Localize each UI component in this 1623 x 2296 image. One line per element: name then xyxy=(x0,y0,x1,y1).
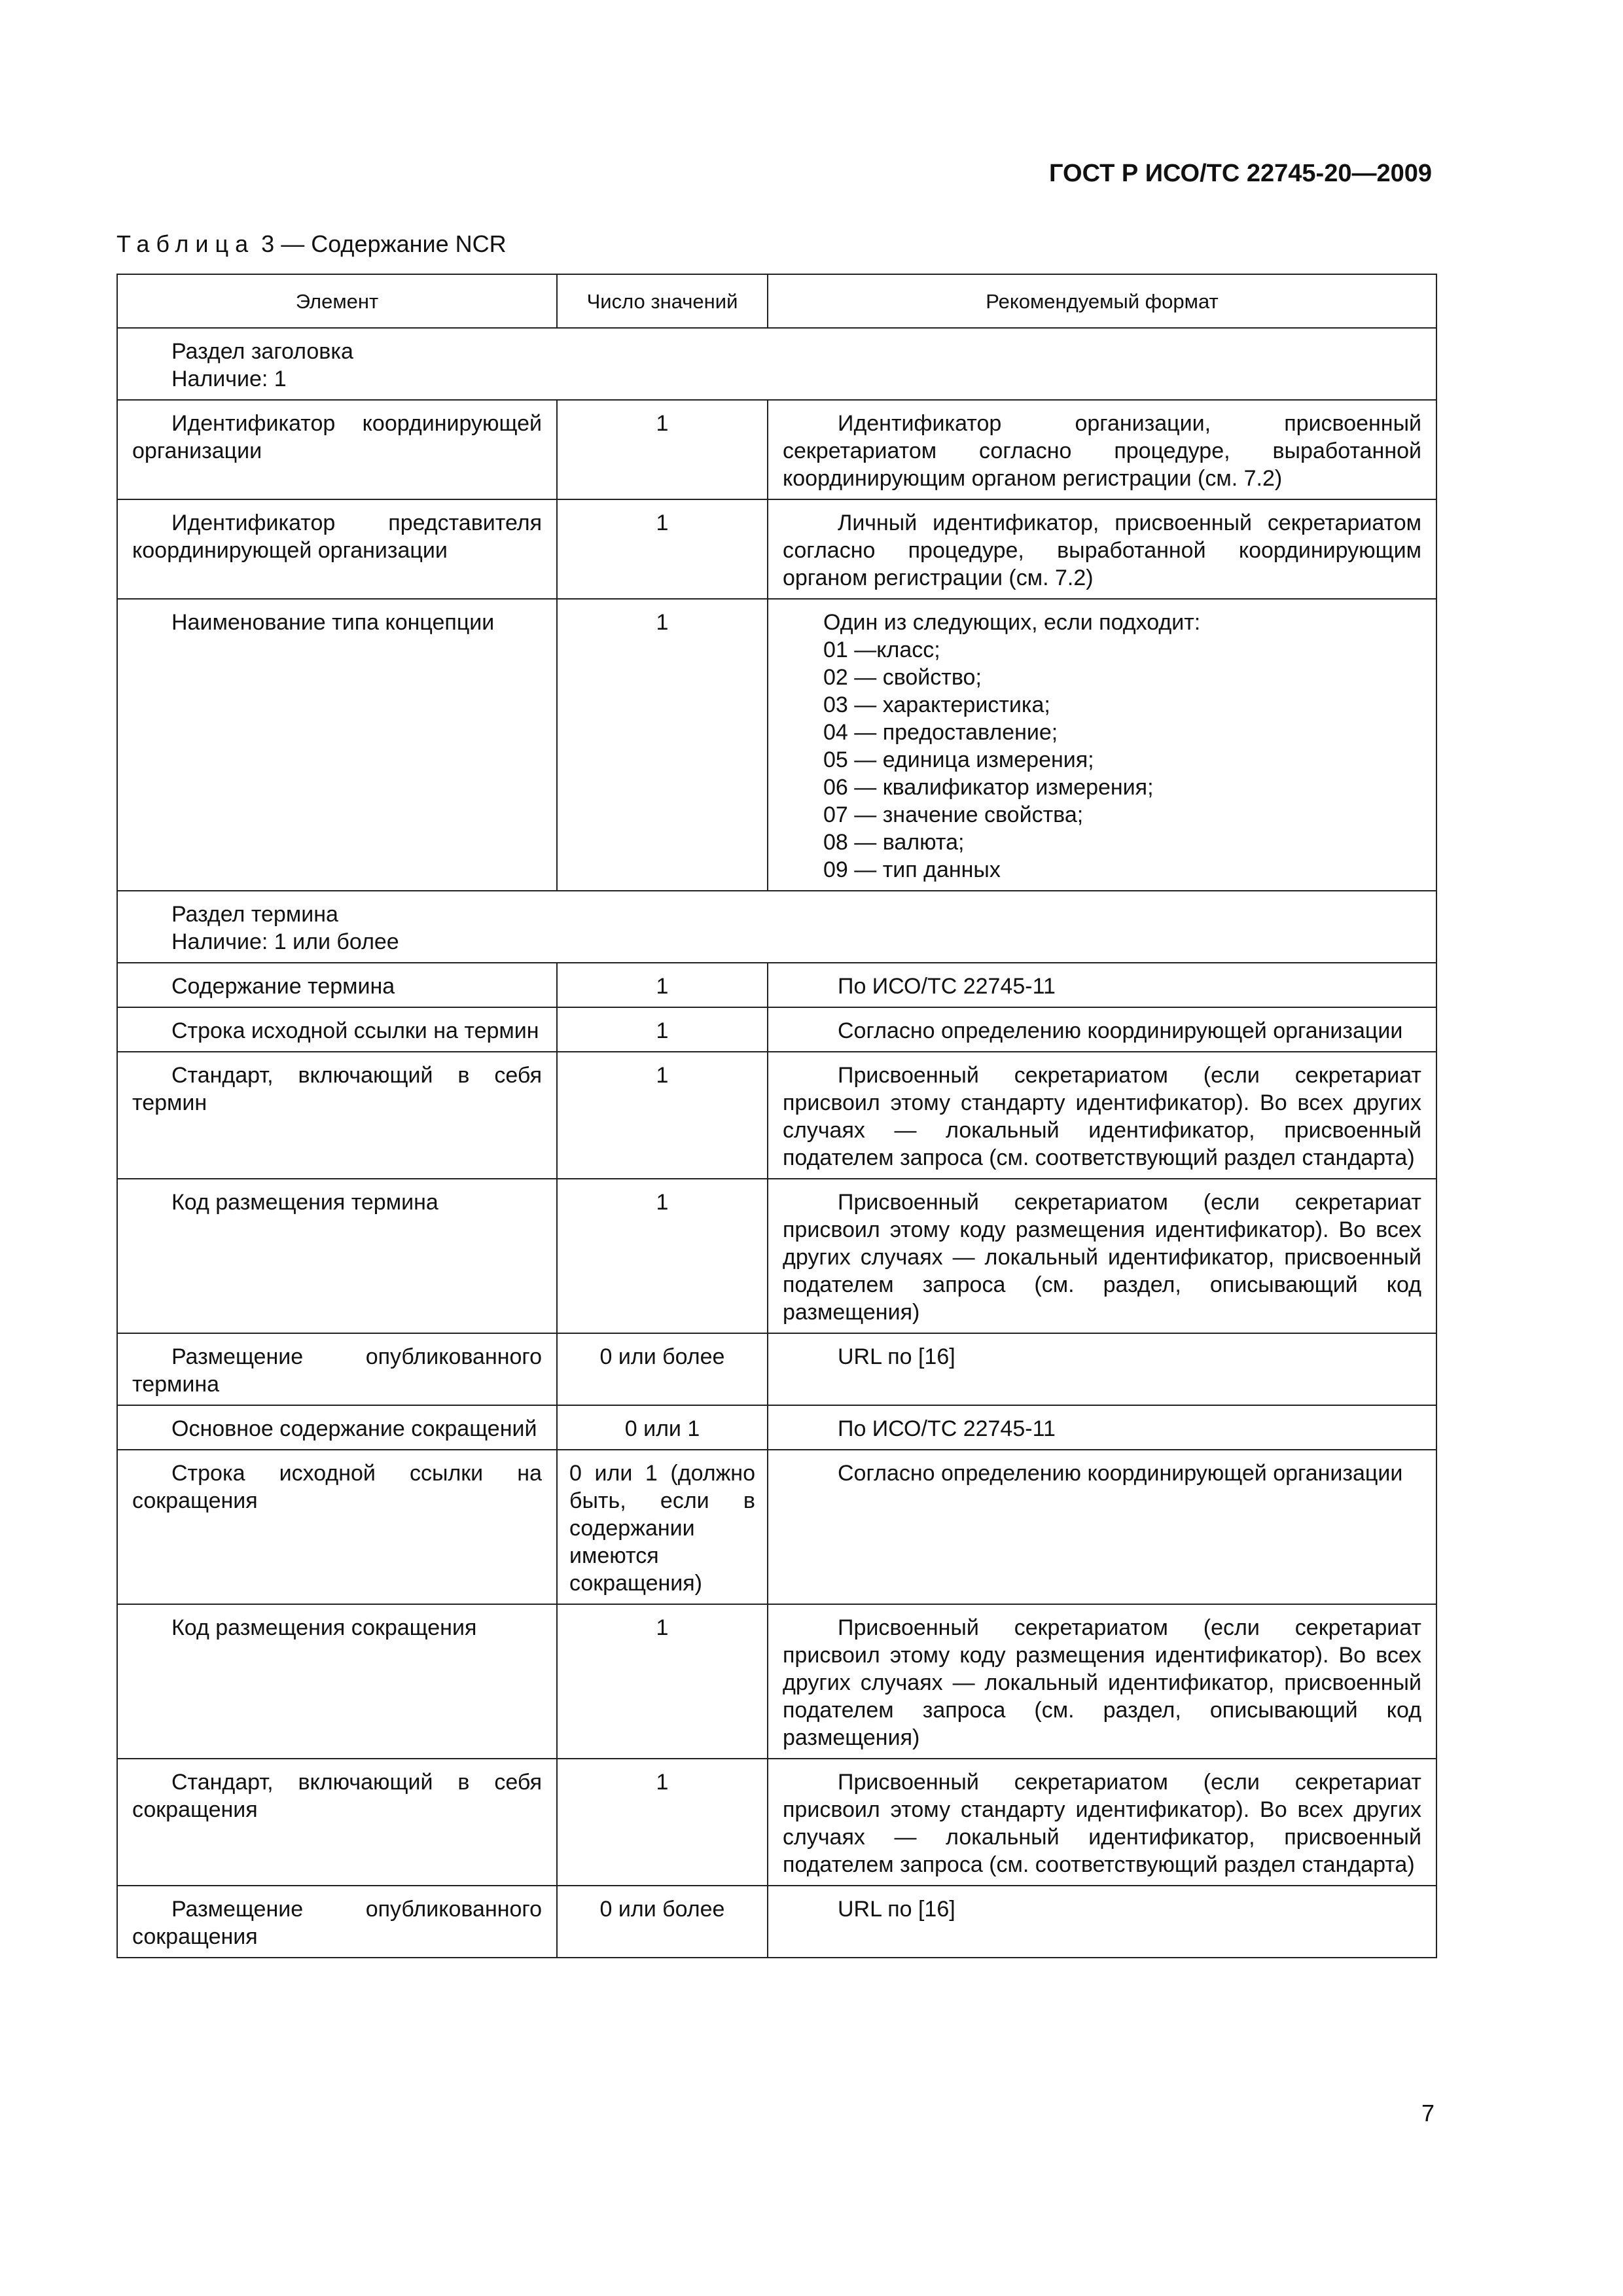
element-cell: Основное содержание сокращений xyxy=(117,1405,557,1450)
format-cell: Присвоенный секретариатом (если секретариат присвоил этому коду размещения идентификатор). Во всех других случаях — локальный идентификатор, присвоенный подателем запроса (см. раздел, описывающий код размещения) xyxy=(768,1604,1436,1759)
format-cell: По ИСО/ТС 22745-11 xyxy=(768,963,1436,1007)
section-row-term xyxy=(117,891,1436,963)
count-cell: 1 xyxy=(557,1759,768,1886)
column-header-format: Рекомендуемый формат xyxy=(768,274,1436,328)
format-cell: Присвоенный секретариатом (если секретариат присвоил этому стандарту идентификатор). Во всех других случаях — локальный идентификатор, присвоенный подателем запроса (см. соответствующий раздел стандарта) xyxy=(768,1052,1436,1179)
element-cell: Идентификатор представителя координирующей организации xyxy=(117,499,557,599)
ncr-content-table xyxy=(116,274,1437,1958)
count-cell: 0 или 1 (должно быть, если в содержании имеются сокращения) xyxy=(557,1450,768,1604)
format-intro: Один из следующих, если подходит: xyxy=(823,610,1201,635)
element-cell: Стандарт, включающий в себя сокращения xyxy=(117,1759,557,1886)
format-cell: Согласно определению координирующей организации xyxy=(768,1007,1436,1052)
section-cell xyxy=(117,328,1436,400)
count-cell: 1 xyxy=(557,1604,768,1759)
concept-code-item: 09 — тип данных xyxy=(823,857,1001,882)
element-cell: Размещение опубликованного термина xyxy=(117,1333,557,1405)
concept-code-item: 01 —класс; xyxy=(823,637,940,662)
caption-text: — Содержание NCR xyxy=(274,230,507,257)
format-cell: Согласно определению координирующей организации xyxy=(768,1450,1436,1604)
element-cell: Код размещения термина xyxy=(117,1179,557,1333)
section-presence: Наличие: 1 или более xyxy=(171,929,399,954)
table-row xyxy=(117,599,1436,891)
table-row xyxy=(117,1179,1436,1333)
format-cell: Личный идентификатор, присвоенный секретариатом согласно процедуре, выработанной координирующим органом регистрации (см. 7.2) xyxy=(768,499,1436,599)
format-cell: Присвоенный секретариатом (если секретариат присвоил этому коду размещения идентификатор). Во всех других случаях — локальный идентификатор, присвоенный подателем запроса (см. раздел, описывающий код размещения) xyxy=(768,1179,1436,1333)
element-cell: Идентификатор координирующей организации xyxy=(117,400,557,499)
table-caption xyxy=(116,230,507,258)
format-cell: URL по [16] xyxy=(768,1886,1436,1958)
concept-code-item: 03 — характеристика; xyxy=(823,692,1050,717)
section-row-header xyxy=(117,328,1436,400)
count-cell: 1 xyxy=(557,1052,768,1179)
format-cell: Присвоенный секретариатом (если секретариат присвоил этому стандарту идентификатор). Во всех других случаях — локальный идентификатор, присвоенный подателем запроса (см. соответствующий раздел стандарта) xyxy=(768,1759,1436,1886)
table-row xyxy=(117,1604,1436,1759)
concept-code-item: 08 — валюта; xyxy=(823,830,965,855)
table-row xyxy=(117,1450,1436,1604)
count-cell: 0 или более xyxy=(557,1333,768,1405)
table-row xyxy=(117,1007,1436,1052)
concept-code-item: 05 — единица измерения; xyxy=(823,747,1094,772)
concept-code-item: 06 — квалификатор измерения; xyxy=(823,775,1154,800)
format-cell xyxy=(768,599,1436,891)
concept-code-item: 04 — предоставление; xyxy=(823,720,1058,745)
element-cell: Стандарт, включающий в себя термин xyxy=(117,1052,557,1179)
standard-designation: ГОСТ Р ИСО/ТС 22745-20—2009 xyxy=(1048,160,1432,187)
format-cell: По ИСО/ТС 22745-11 xyxy=(768,1405,1436,1450)
caption-number: 3 xyxy=(261,230,275,257)
column-header-element: Элемент xyxy=(117,274,557,328)
count-cell: 1 xyxy=(557,1179,768,1333)
count-cell: 1 xyxy=(557,499,768,599)
section-title: Раздел заголовка xyxy=(171,339,353,364)
element-cell: Содержание термина xyxy=(117,963,557,1007)
count-cell: 0 или более xyxy=(557,1886,768,1958)
concept-code-item: 07 — значение свойства; xyxy=(823,802,1084,827)
column-header-count: Число значений xyxy=(557,274,768,328)
format-cell: Идентификатор организации, присвоенный секретариатом согласно процедуре, выработанной координирующим органом регистрации (см. 7.2) xyxy=(768,400,1436,499)
table-header-row xyxy=(117,274,1436,328)
table-row xyxy=(117,1759,1436,1886)
count-cell: 1 xyxy=(557,1007,768,1052)
concept-code-item: 02 — свойство; xyxy=(823,665,982,690)
count-cell: 1 xyxy=(557,400,768,499)
table-row xyxy=(117,1886,1436,1958)
section-title: Раздел термина xyxy=(171,902,338,927)
format-cell: URL по [16] xyxy=(768,1333,1436,1405)
section-cell xyxy=(117,891,1436,963)
count-cell: 1 xyxy=(557,963,768,1007)
caption-prefix: Таблица xyxy=(116,230,255,257)
count-cell: 1 xyxy=(557,599,768,891)
element-cell: Код размещения сокращения xyxy=(117,1604,557,1759)
element-cell: Размещение опубликованного сокращения xyxy=(117,1886,557,1958)
table-row xyxy=(117,1333,1436,1405)
element-cell: Строка исходной ссылки на термин xyxy=(117,1007,557,1052)
table-row xyxy=(117,1405,1436,1450)
page-number: 7 xyxy=(1421,2100,1435,2126)
table-row xyxy=(117,400,1436,499)
element-cell: Строка исходной ссылки на сокращения xyxy=(117,1450,557,1604)
table-row xyxy=(117,499,1436,599)
count-cell: 0 или 1 xyxy=(557,1405,768,1450)
section-presence: Наличие: 1 xyxy=(171,367,287,391)
table-row xyxy=(117,963,1436,1007)
element-cell: Наименование типа концепции xyxy=(117,599,557,891)
table-row xyxy=(117,1052,1436,1179)
concept-code-list xyxy=(768,636,1421,884)
